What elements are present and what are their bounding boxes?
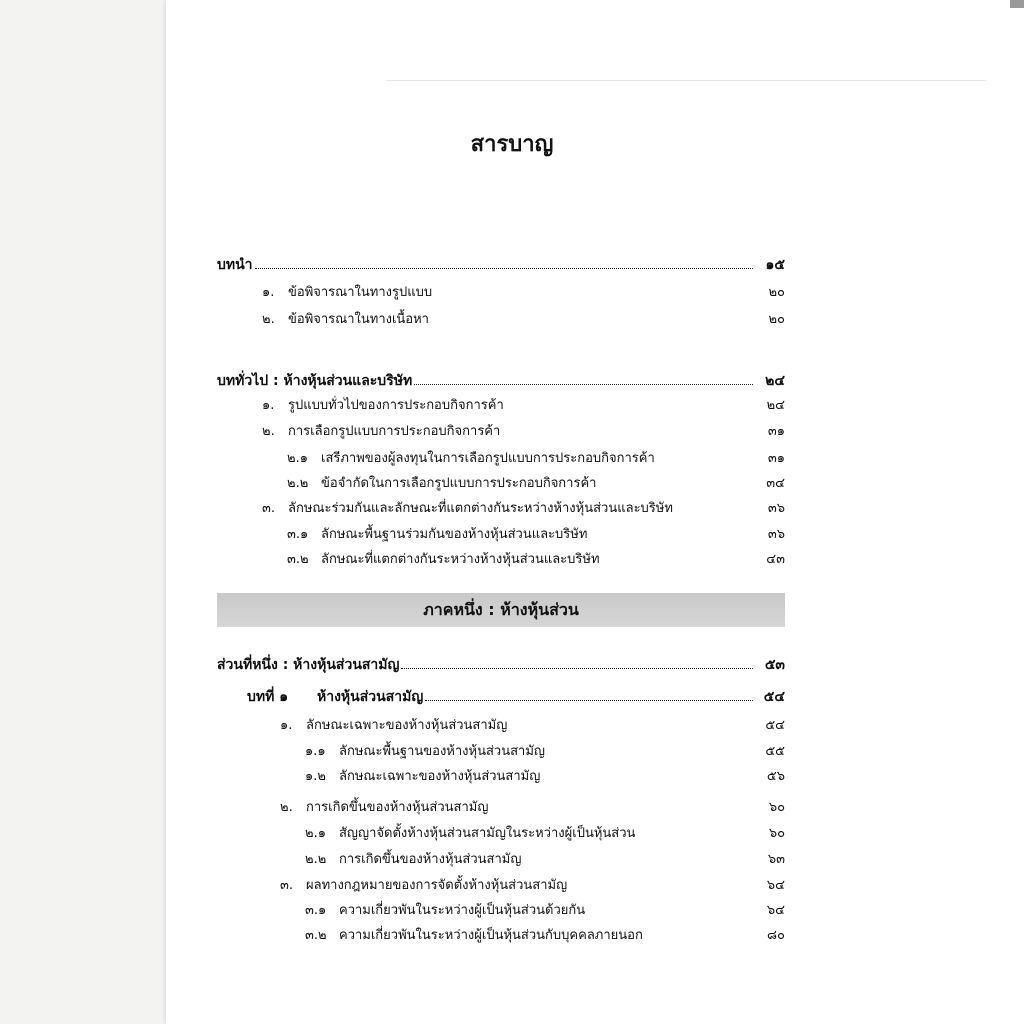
toc-entry-page: ๖๔ bbox=[766, 903, 785, 918]
toc-entry-text: ลักษณะพื้นฐานของห้างหุ้นส่วนสามัญ bbox=[339, 744, 545, 759]
spacer bbox=[645, 938, 753, 939]
toc-entry-text: ลักษณะเฉพาะของห้างหุ้นส่วนสามัญ bbox=[339, 769, 541, 784]
toc-entry bbox=[305, 765, 785, 785]
toc-entry-number: ๑.๒ bbox=[305, 769, 326, 784]
toc-entry-page: ๕๕ bbox=[765, 744, 785, 759]
toc-entry-page: ๕๔ bbox=[765, 718, 785, 733]
toc-entry-page: ๖๔ bbox=[766, 878, 785, 893]
toc-entry-page: ๕๖ bbox=[766, 769, 785, 784]
toc-entry-text: บททั่วไป : ห้างหุ้นส่วนและบริษัท bbox=[217, 373, 413, 389]
spacer bbox=[431, 322, 753, 323]
toc-entry-number: ๒.๒ bbox=[305, 852, 327, 867]
dot-leader bbox=[255, 267, 753, 269]
toc-entry-number: ๒.๒ bbox=[287, 476, 309, 491]
spacer bbox=[523, 862, 753, 863]
spacer bbox=[598, 486, 753, 487]
toc-entry bbox=[280, 874, 785, 894]
spacer bbox=[547, 754, 753, 755]
spacer bbox=[657, 461, 753, 462]
toc-entry bbox=[262, 420, 785, 440]
toc-entry-page: ๓๑ bbox=[767, 424, 785, 439]
toc-entry-page: ๕๓ bbox=[764, 657, 785, 673]
toc-entry-text: ลักษณะพื้นฐานร่วมกันของห้างหุ้นส่วนและบริษัท bbox=[321, 527, 588, 542]
toc-entry-page: ๖๐ bbox=[768, 826, 785, 841]
toc-entry-page: ๘๐ bbox=[767, 928, 785, 943]
toc-entry bbox=[287, 472, 785, 492]
toc-entry-page: ๖๓ bbox=[767, 852, 785, 867]
page-corner-mark bbox=[1010, 0, 1024, 8]
part-heading-band bbox=[217, 593, 785, 627]
toc-entry-page: ๖๐ bbox=[768, 800, 785, 815]
spacer bbox=[602, 562, 753, 563]
toc-entry bbox=[262, 394, 785, 414]
toc-entry-text: การเกิดขึ้นของห้างหุ้นส่วนสามัญ bbox=[339, 852, 522, 867]
toc-entry-number: ๓. bbox=[280, 878, 294, 893]
toc-entry-text: ความเกี่ยวพันในระหว่างผู้เป็นหุ้นส่วนด้วยกัน bbox=[339, 903, 586, 918]
toc-entry-text: ลักษณะเฉพาะของห้างหุ้นส่วนสามัญ bbox=[306, 718, 508, 733]
dot-leader bbox=[414, 383, 753, 385]
toc-entry bbox=[217, 654, 785, 674]
toc-entry-text: ห้างหุ้นส่วนสามัญ bbox=[317, 689, 424, 705]
toc-entry-page: ๕๔ bbox=[763, 689, 785, 705]
toc-entry bbox=[287, 447, 785, 467]
toc-entry-page: ๓๑ bbox=[767, 451, 785, 466]
spacer bbox=[569, 888, 753, 889]
toc-entry-text: ผลทางกฎหมายของการจัดตั้งห้างหุ้นส่วนสามัญ bbox=[306, 878, 568, 893]
toc-entry bbox=[305, 740, 785, 760]
toc-entry-text: ลักษณะที่แตกต่างกันระหว่างห้างหุ้นส่วนและบริษัท bbox=[321, 552, 600, 567]
toc-entry-number: ๒. bbox=[262, 312, 275, 327]
toc-entry bbox=[217, 370, 785, 390]
spacer bbox=[675, 511, 753, 512]
toc-title: สารบาญ bbox=[470, 132, 554, 157]
toc-entry-number: ๓.๒ bbox=[287, 552, 309, 567]
toc-entry-text: ลักษณะร่วมกันและลักษณะที่แตกต่างกันระหว่างห้างหุ้นส่วนและบริษัท bbox=[288, 501, 673, 516]
toc-entry-text: ข้อพิจารณาในทางรูปแบบ bbox=[288, 285, 433, 300]
toc-entry-number: ๓.๑ bbox=[305, 903, 327, 918]
toc-entry-text: ข้อจำกัดในการเลือกรูปแบบการประกอบกิจการค้า bbox=[321, 476, 597, 491]
dot-leader bbox=[401, 667, 753, 669]
toc-entry-page: ๔๓ bbox=[766, 552, 785, 567]
toc-entry-page: ๒๐ bbox=[768, 312, 785, 327]
spacer bbox=[490, 810, 753, 811]
toc-entry-text: รูปแบบทั่วไปของการประกอบกิจการค้า bbox=[288, 398, 504, 413]
toc-entry bbox=[305, 899, 785, 919]
spacer bbox=[509, 728, 753, 729]
toc-entry-page: ๒๐ bbox=[768, 285, 785, 300]
spacer bbox=[502, 434, 753, 435]
toc-entry-text: ส่วนที่หนึ่ง : ห้างหุ้นส่วนสามัญ bbox=[217, 657, 400, 673]
toc-entry bbox=[280, 714, 785, 734]
toc-entry-page: ๑๕ bbox=[765, 257, 785, 273]
toc-entry-number: ๑. bbox=[280, 718, 293, 733]
toc-entry bbox=[287, 548, 785, 568]
toc-entry-text: บทนำ bbox=[217, 257, 253, 273]
spacer bbox=[506, 408, 753, 409]
spacer bbox=[587, 913, 753, 914]
toc-entry-number: ๓. bbox=[262, 501, 276, 516]
toc-entry bbox=[287, 523, 785, 543]
spacer bbox=[434, 295, 753, 296]
toc-entry-page: ๓๖ bbox=[767, 501, 785, 516]
toc-entry bbox=[247, 686, 785, 706]
toc-entry bbox=[217, 254, 785, 274]
toc-entry-number: ๓.๑ bbox=[287, 527, 309, 542]
toc-entry-page: ๒๔ bbox=[765, 373, 785, 389]
toc-entry bbox=[305, 924, 785, 944]
toc-entry bbox=[262, 308, 785, 328]
toc-entry-text: ความเกี่ยวพันในระหว่างผู้เป็นหุ้นส่วนกับบุคคลภายนอก bbox=[339, 928, 643, 943]
toc-entry bbox=[280, 796, 785, 816]
toc-entry-number: ๑. bbox=[262, 285, 275, 300]
toc-entry-number: ๓.๒ bbox=[305, 928, 327, 943]
toc-entry-number: บทที่ ๑ bbox=[247, 689, 289, 705]
toc-entry bbox=[305, 848, 785, 868]
toc-entry bbox=[305, 822, 785, 842]
toc-entry-page: ๓๖ bbox=[767, 527, 785, 542]
toc-entry-text: สัญญาจัดตั้งห้างหุ้นส่วนสามัญในระหว่างผู้เป็นหุ้นส่วน bbox=[339, 826, 636, 841]
part-heading-text: ภาคหนึ่ง : ห้างหุ้นส่วน bbox=[423, 599, 579, 619]
toc-entry-number: ๑.๑ bbox=[305, 744, 326, 759]
toc-entry-number: ๒.๑ bbox=[305, 826, 326, 841]
toc-entry-number: ๑. bbox=[262, 398, 275, 413]
dot-leader bbox=[425, 699, 753, 701]
toc-entry-number: ๒. bbox=[262, 424, 275, 439]
toc-entry bbox=[262, 497, 785, 517]
bleed-through-line bbox=[386, 80, 986, 81]
toc-entry-text: การเลือกรูปแบบการประกอบกิจการค้า bbox=[288, 424, 501, 439]
toc-entry-text: ข้อพิจารณาในทางเนื้อหา bbox=[288, 312, 429, 327]
toc-entry-page: ๓๔ bbox=[766, 476, 785, 491]
spacer bbox=[589, 537, 753, 538]
toc-entry bbox=[262, 281, 785, 301]
toc-entry-number: ๒. bbox=[280, 800, 293, 815]
toc-entry-number: ๒.๑ bbox=[287, 451, 308, 466]
spacer bbox=[637, 836, 753, 837]
toc-entry-text: เสรีภาพของผู้ลงทุนในการเลือกรูปแบบการประกอบกิจการค้า bbox=[321, 451, 655, 466]
toc-entry-page: ๒๔ bbox=[766, 398, 785, 413]
toc-entry-text: การเกิดขึ้นของห้างหุ้นส่วนสามัญ bbox=[306, 800, 489, 815]
spacer bbox=[542, 779, 753, 780]
